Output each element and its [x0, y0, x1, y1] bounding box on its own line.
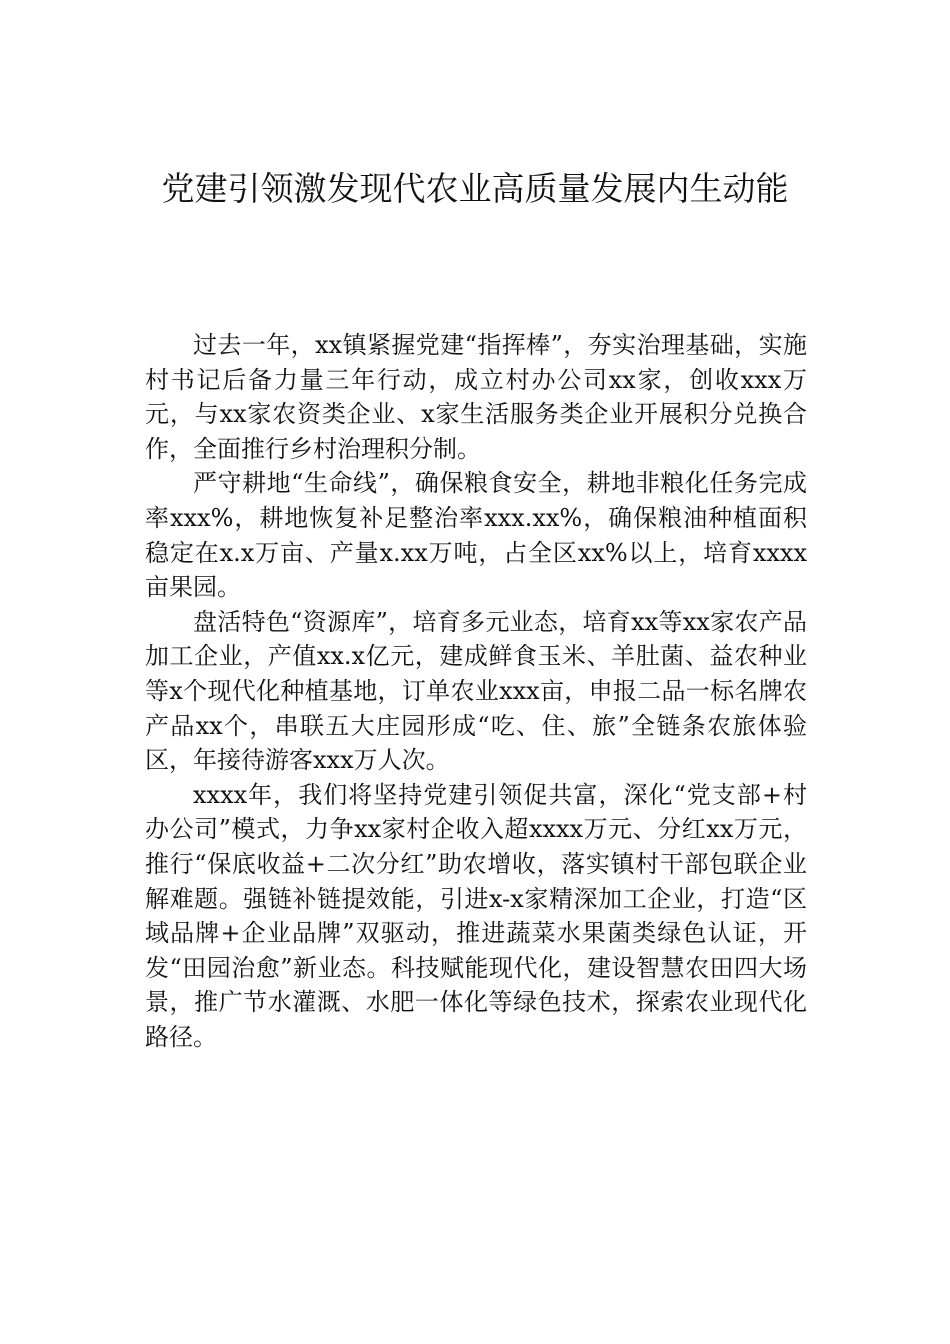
paragraph-governance: 过去一年，xx镇紧握党建“指挥棒”，夯实治理基础，实施村书记后备力量三年行动，成立村办公司xx家，创收xxx万元，与xx家农资类企业、x家生活服务类企业开展积分兑换合作，全面推行乡村治理积分制。	[145, 331, 807, 463]
paragraph-plan: xxxx年，我们将坚持党建引领促共富，深化“党支部+村办公司”模式，力争xx家村企收入超xxxx万元、分红xx万元，推行“保底收益+二次分红”助农增收，落实镇村干部包联企业解难题。强链补链提效能，引进x-x家精深加工企业，打造“区域品牌+企业品牌”双驱动，推进蔬菜水果菌类绿色认证，开发“田园治愈”新业态。科技赋能现代化，建设智慧农田四大场景，推广节水灌溉、水肥一体化等绿色技术，探索农业现代化路径。	[145, 780, 807, 1051]
document-body	[145, 328, 807, 1054]
paragraph-industry: 盘活特色“资源库”，培育多元业态，培育xx等xx家农产品加工企业，产值xx.x亿元，建成鲜食玉米、羊肚菌、益农种业等x个现代化种植基地，订单农业xxx亩，申报二品一标名牌农产品xx个，串联五大庄园形成“吃、住、旅”全链条农旅体验区，年接待游客xxx万人次。	[145, 607, 807, 775]
paragraph-farmland: 严守耕地“生命线”，确保粮食安全，耕地非粮化任务完成率xxx%，耕地恢复补足整治率xxx.xx%，确保粮油种植面积稳定在x.x万亩、产量x.xx万吨，占全区xx%以上，培育xxxx亩果园。	[145, 469, 807, 602]
document-title: 党建引领激发现代农业高质量发展内生动能	[161, 169, 789, 208]
